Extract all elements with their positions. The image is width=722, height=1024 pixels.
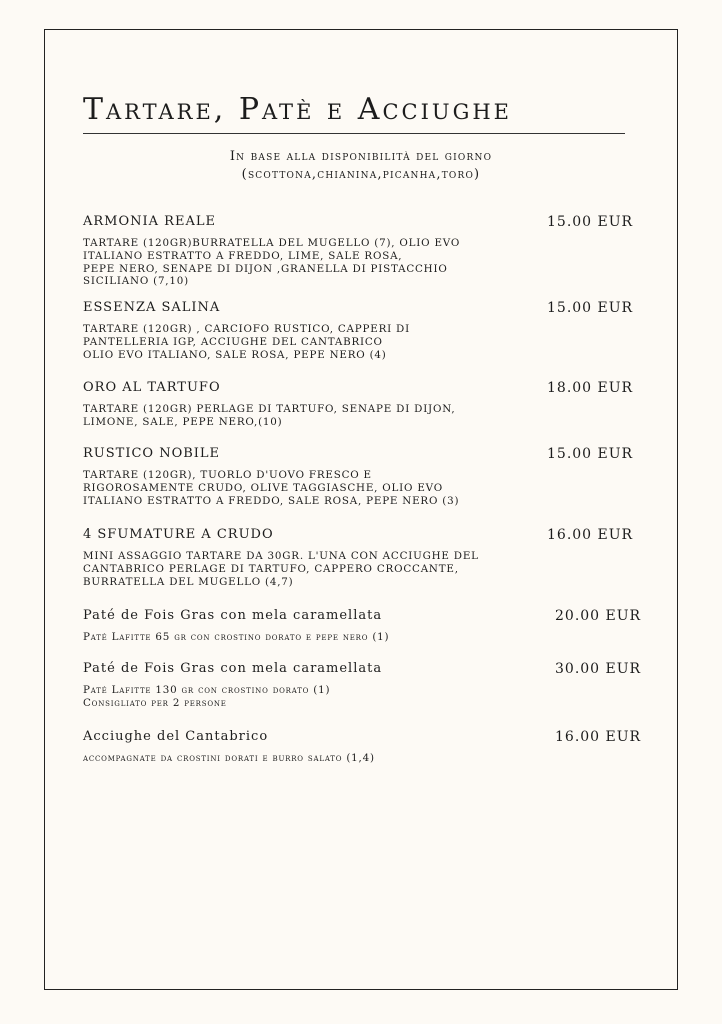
menu-item-rustico-nobile	[83, 445, 643, 507]
description-line: SICILIANO (7,10)	[83, 275, 189, 288]
item-price: 16.00 EUR	[555, 729, 642, 745]
description-line: MINI ASSAGGIO TARTARE DA 30GR. L'UNA CON ACCIUGHE DEL	[83, 550, 479, 562]
description-line: Consigliato per 2 persone	[83, 696, 227, 709]
item-description	[83, 469, 643, 507]
menu-item-4-sfumature-a-crudo	[83, 526, 643, 588]
item-name: ORO AL TARTUFO	[83, 380, 221, 395]
title-divider	[83, 133, 625, 134]
availability-note-line: (scottona,chianina,picanha,toro)	[241, 167, 481, 182]
menu-item-armonia-reale	[83, 213, 643, 288]
item-price: 15.00 EUR	[547, 300, 634, 316]
item-name: ARMONIA REALE	[83, 214, 216, 229]
description-line: TARTARE (120GR), TUORLO D'UOVO FRESCO E	[83, 469, 372, 481]
menu-item-pate-fois-gras-130	[83, 660, 643, 710]
item-name: Paté de Fois Gras con mela caramellata	[83, 661, 383, 676]
item-description	[83, 752, 643, 765]
item-price: 15.00 EUR	[547, 214, 634, 230]
page-title: Tartare, Patè e Acciughe	[83, 92, 513, 127]
availability-note	[83, 148, 639, 184]
description-line: PANTELLERIA IGP, ACCIUGHE DEL CANTABRICO	[83, 335, 383, 348]
item-name: 4 SFUMATURE A CRUDO	[83, 527, 274, 542]
item-price: 20.00 EUR	[555, 608, 642, 624]
description-line: accompagnate da crostini dorati e burro salato (1,4)	[83, 752, 375, 764]
menu-item-acciughe-del-cantabrico	[83, 728, 643, 765]
menu-item-pate-fois-gras-65	[83, 607, 643, 644]
menu-item-oro-al-tartufo	[83, 379, 643, 429]
description-line: Paté Lafitte 65 gr con crostino dorato e pepe nero (1)	[83, 631, 390, 643]
item-description	[83, 237, 643, 288]
description-line: TARTARE (120GR) , CARCIOFO RUSTICO, CAPPERI DI	[83, 323, 410, 335]
item-name: ESSENZA SALINA	[83, 300, 221, 315]
description-line: ITALIANO ESTRATTO A FREDDO, LIME, SALE ROSA,	[83, 249, 403, 262]
item-description	[83, 684, 643, 710]
description-line: PEPE NERO, SENAPE DI DIJON ,GRANELLA DI PISTACCHIO	[83, 262, 448, 275]
item-price: 16.00 EUR	[547, 527, 634, 543]
description-line: CANTABRICO PERLAGE DI TARTUFO, CAPPERO CROCCANTE,	[83, 562, 459, 575]
item-description	[83, 631, 643, 644]
availability-note-line: In base alla disponibilità del giorno	[229, 149, 493, 164]
description-line: LIMONE, SALE, PEPE NERO,(10)	[83, 415, 283, 428]
item-price: 15.00 EUR	[547, 446, 634, 462]
description-line: OLIO EVO ITALIANO, SALE ROSA, PEPE NERO (4)	[83, 348, 387, 361]
item-name: RUSTICO NOBILE	[83, 446, 221, 461]
description-line: Paté Lafitte 130 gr con crostino dorato (1)	[83, 684, 331, 696]
item-price: 18.00 EUR	[547, 380, 634, 396]
description-line: BURRATELLA DEL MUGELLO (4,7)	[83, 575, 294, 588]
description-line: RIGOROSAMENTE CRUDO, OLIVE TAGGIASCHE, OLIO EVO	[83, 481, 443, 494]
description-line: TARTARE (120GR) PERLAGE DI TARTUFO, SENAPE DI DIJON,	[83, 403, 456, 415]
item-name: Acciughe del Cantabrico	[83, 729, 269, 744]
description-line: ITALIANO ESTRATTO A FREDDO, SALE ROSA, PEPE NERO (3)	[83, 494, 460, 507]
item-description	[83, 403, 643, 429]
description-line: TARTARE (120GR)BURRATELLA DEL MUGELLO (7), OLIO EVO	[83, 237, 461, 249]
item-price: 30.00 EUR	[555, 661, 642, 677]
menu-item-essenza-salina	[83, 299, 643, 361]
item-description	[83, 550, 643, 588]
item-description	[83, 323, 643, 361]
item-name: Paté de Fois Gras con mela caramellata	[83, 608, 383, 623]
